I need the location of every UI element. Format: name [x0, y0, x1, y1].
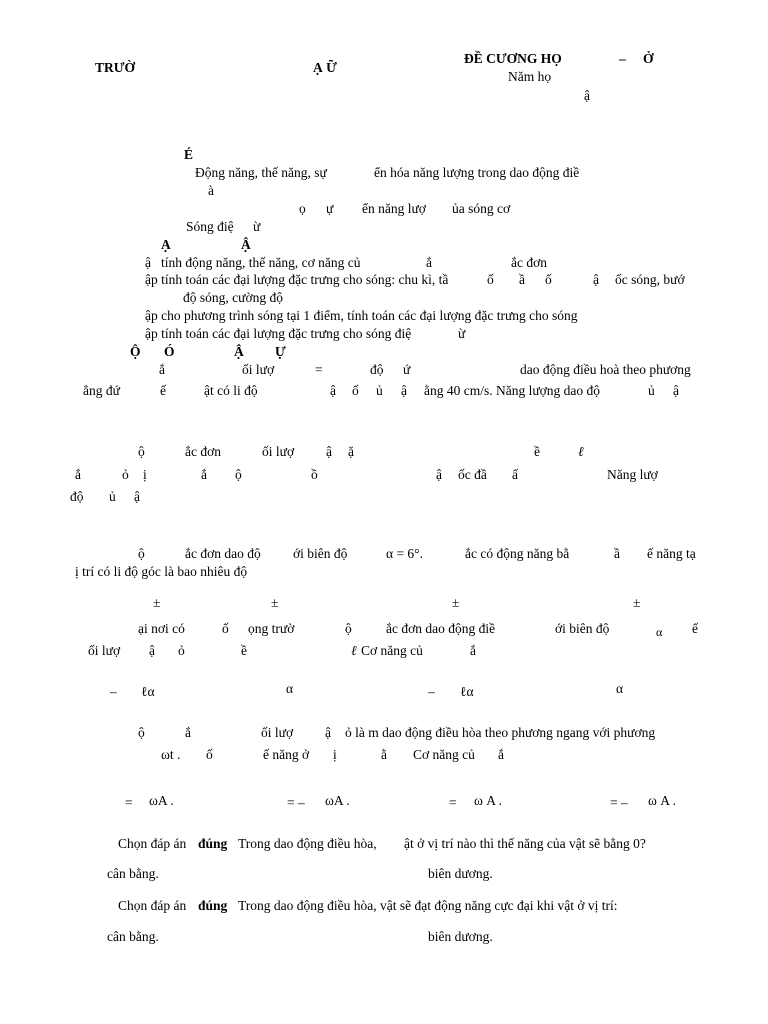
exercises-heading-d: Ự — [275, 344, 286, 359]
q5-option-a: ωA . — [149, 793, 174, 808]
q5-option-c-eq: = — [449, 795, 457, 810]
q2-frag-e: ặ — [348, 444, 354, 459]
q4-frag-k: ỏ — [178, 643, 185, 658]
knowledge-item-3b: ừ — [253, 219, 261, 234]
knowledge-item-2c: ển năng lượ — [362, 201, 426, 216]
q2-frag-i: ỏ — [122, 467, 129, 482]
knowledge-heading: É — [184, 147, 194, 162]
skill-2e: ậ — [593, 272, 599, 287]
q1-frag-h: ế — [160, 383, 166, 398]
q3-frag-h: ị trí có li độ góc là bao nhiêu độ — [75, 564, 248, 579]
q6-option-b: biên dương. — [428, 866, 493, 881]
q2-frag-s: ủ — [109, 489, 116, 504]
q4-frag-h: ế — [692, 621, 698, 636]
q2-frag-m: ồ — [311, 467, 318, 482]
q4-frag-j: ậ — [149, 643, 155, 658]
q1-frag-k: ố — [352, 383, 359, 398]
q2-frag-d: ậ — [326, 444, 332, 459]
knowledge-item-1b: ển hóa năng lượng trong dao động điề — [374, 165, 580, 180]
knowledge-item-2d: ủa sóng cơ — [452, 201, 511, 216]
q4-frag-i: ối lượ — [88, 643, 121, 658]
q4-frag-a: ại nơi có — [138, 621, 185, 636]
q5-frag-b: ắ — [185, 725, 191, 740]
q7-option-b: biên dương. — [428, 929, 493, 944]
q1-frag-p: ậ — [673, 383, 679, 398]
skills-heading-b: Ậ — [241, 237, 251, 252]
q2-frag-c: ối lượ — [262, 444, 295, 459]
knowledge-item-1: Động năng, thế năng, sự — [195, 165, 327, 180]
q1-frag-b: ối lượ — [242, 362, 275, 377]
skill-2f: ốc sóng, bướ — [615, 272, 685, 287]
q1-frag-f: dao động điều hoà theo phương — [520, 362, 691, 377]
skill-2: ập tính toán các đại lượng đặc trưng cho sóng: chu kì, tầ — [145, 272, 449, 287]
knowledge-item-3: Sóng điệ — [186, 219, 234, 234]
skill-1a: ậ — [145, 255, 151, 270]
q7-text: Trong dao động điều hòa, vật sẽ đạt động năng cực đại khi vật ở vị trí: — [238, 898, 618, 913]
q3-option-a: ± — [153, 595, 161, 610]
q2-frag-o: ốc đầ — [458, 467, 487, 482]
q5-option-b: ωA . — [325, 793, 350, 808]
school-name-tail: Ạ Ữ — [313, 60, 337, 75]
q5-frag-j: ằ — [381, 747, 387, 762]
outline-title: ĐỀ CƯƠNG HỌ — [464, 51, 562, 66]
q7-bold: đúng — [198, 898, 228, 913]
exercises-heading-c: Ậ — [234, 344, 244, 359]
q5-option-a-eq: = — [125, 795, 133, 810]
q1-frag-m: ậ — [401, 383, 407, 398]
q4-option-d: α — [616, 681, 624, 696]
q6-text-2: ật ở vị trí nào thì thế năng của vật sẽ bằng 0? — [404, 836, 646, 851]
q3-frag-c: ới biên độ — [293, 546, 348, 561]
skill-1d: ắc đơn — [511, 255, 547, 270]
school-name: TRƯỜ — [95, 60, 135, 75]
skill-1b: tính động năng, thế năng, cơ năng củ — [161, 255, 361, 270]
q3-option-b: ± — [271, 595, 279, 610]
q3-frag-f: ầ — [614, 546, 620, 561]
q2-frag-t: ậ — [134, 489, 140, 504]
q4-option-b: α — [286, 681, 294, 696]
q6-text: Trong dao động điều hòa, — [238, 836, 377, 851]
q3-frag-g: ế năng tạ — [647, 546, 696, 561]
q4-frag-f: ới biên độ — [555, 621, 610, 636]
q2-frag-j: ị — [143, 467, 147, 482]
q5-frag-e: ỏ là m dao động điều hòa theo phương ngang với phương — [345, 725, 656, 740]
q3-frag-a: ộ — [138, 546, 145, 561]
q4-frag-o: ắ — [470, 643, 476, 658]
q7-lead: Chọn đáp án — [118, 898, 187, 913]
q1-frag-g: ẳng đứ — [83, 383, 120, 398]
exercises-heading-a: Ộ — [130, 344, 141, 359]
q4-frag-l: ề — [241, 643, 247, 658]
title-dash: – — [619, 51, 626, 66]
q3-frag-b: ắc đơn dao độ — [185, 546, 261, 561]
q2-frag-k: ắ — [201, 467, 207, 482]
q1-frag-d: độ — [370, 362, 384, 377]
skill-2d: ố — [545, 272, 552, 287]
school-year: Năm họ — [508, 69, 552, 84]
q4-option-a-sign: – — [110, 684, 117, 699]
q4-frag-c: ọng trườ — [248, 621, 295, 636]
q4-option-c-sign: – — [428, 684, 435, 699]
q5-option-c: ω A . — [474, 793, 503, 808]
q5-frag-a: ộ — [138, 725, 145, 740]
q4-frag-n: Cơ năng củ — [361, 643, 423, 658]
q1-frag-a: ắ — [159, 362, 165, 377]
q4-option-c: ℓα — [460, 684, 474, 699]
q4-frag-g: α — [656, 625, 663, 639]
q2-frag-g: ℓ — [578, 444, 584, 459]
q5-frag-f: ωt . — [161, 747, 181, 762]
q4-frag-m: ℓ — [351, 643, 357, 658]
q4-frag-b: ố — [222, 621, 229, 636]
q1-frag-l: ủ — [376, 383, 383, 398]
q2-frag-p: ấ — [512, 467, 518, 482]
knowledge-item-2b: ự — [326, 201, 334, 216]
q4-option-a: ℓα — [141, 684, 155, 699]
q2-frag-a: ộ — [138, 444, 145, 459]
q1-frag-n: ằng 40 cm/s. Năng lượng dao độ — [424, 383, 601, 398]
q1-frag-e: ứ — [403, 362, 411, 377]
q2-frag-f: ề — [534, 444, 540, 459]
q5-option-d-eq: = – — [610, 795, 628, 810]
q2-frag-r: độ — [70, 489, 84, 504]
q6-lead: Chọn đáp án — [118, 836, 187, 851]
q5-frag-g: ố — [206, 747, 213, 762]
knowledge-item-2a: ọ — [299, 201, 306, 216]
q3-option-d: ± — [633, 595, 641, 610]
q5-frag-d: ậ — [325, 725, 331, 740]
q3-frag-e: ắc có động năng bằ — [465, 546, 570, 561]
skill-4b: ừ — [458, 326, 466, 341]
skill-4: ập tính toán các đại lượng đặc trưng cho sóng điệ — [145, 326, 412, 341]
q3-frag-d: α = 6°. — [386, 546, 423, 561]
q1-frag-c: = — [315, 362, 323, 377]
title-tail: Ở — [643, 51, 654, 66]
q5-frag-k: Cơ năng củ — [413, 747, 475, 762]
q2-frag-l: ộ — [235, 467, 242, 482]
q2-frag-q: Năng lượ — [607, 467, 658, 482]
q1-frag-i: ật có li độ — [204, 383, 258, 398]
q5-frag-c: ối lượ — [261, 725, 294, 740]
knowledge-item-1c: à — [208, 183, 214, 198]
year-mark: ậ — [584, 88, 590, 103]
q7-option-a: cân bằng. — [107, 929, 159, 944]
q5-frag-i: ị — [333, 747, 337, 762]
skill-2g: độ sóng, cường độ — [183, 290, 283, 305]
skill-2c: ầ — [519, 272, 525, 287]
skills-heading-a: Ạ — [161, 237, 171, 252]
q2-frag-n: ậ — [436, 467, 442, 482]
skill-3: ập cho phương trình sóng tại 1 điểm, tính toán các đại lượng đặc trưng cho sóng — [145, 308, 578, 323]
q4-frag-d: ộ — [345, 621, 352, 636]
q3-option-c: ± — [452, 595, 460, 610]
skill-2b: ố — [487, 272, 494, 287]
skill-1c: ắ — [426, 255, 432, 270]
q5-option-d: ω A . — [648, 793, 677, 808]
q2-frag-b: ắc đơn — [185, 444, 221, 459]
q4-frag-e: ắc đơn dao động điề — [386, 621, 496, 636]
q5-option-b-eq: = – — [287, 795, 305, 810]
q2-frag-h: ắ — [75, 467, 81, 482]
q1-frag-o: ủ — [648, 383, 655, 398]
q5-frag-h: ế năng ở — [263, 747, 310, 762]
q1-frag-j: ậ — [330, 383, 336, 398]
q5-frag-l: ắ — [498, 747, 504, 762]
q6-option-a: cân bằng. — [107, 866, 159, 881]
exercises-heading-b: Ó — [164, 344, 175, 359]
q6-bold: đúng — [198, 836, 228, 851]
